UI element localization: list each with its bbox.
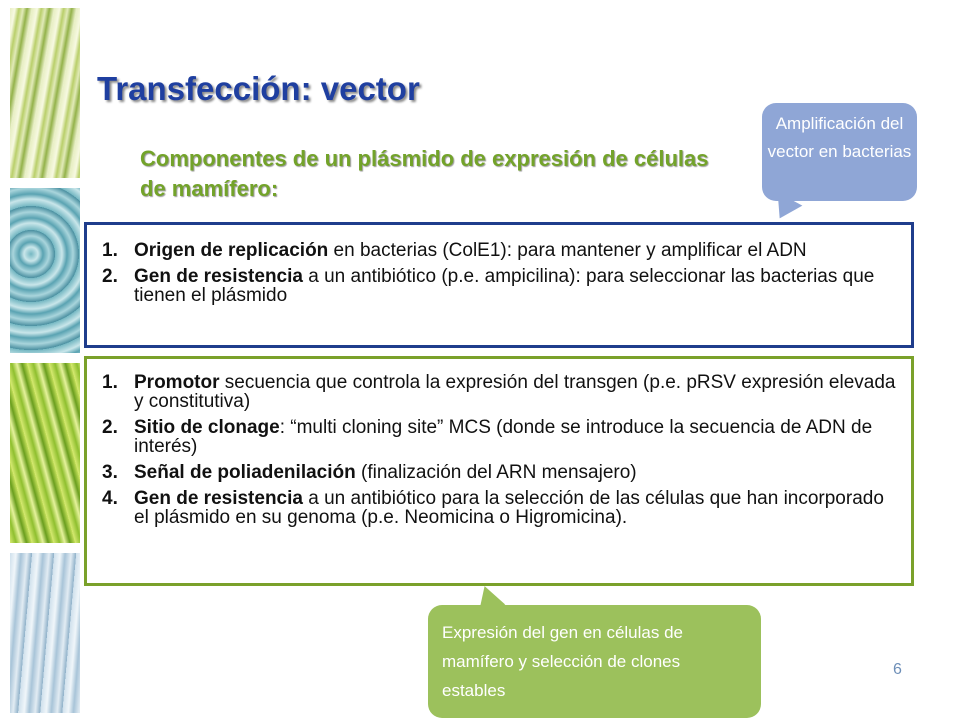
- item-number: 2.: [102, 266, 118, 287]
- list-item: [87, 241, 901, 260]
- mammal-components-box: [84, 356, 914, 586]
- callout-bacteria-amplification: Amplificación del vector en bacterias: [762, 103, 917, 201]
- item-number: 3.: [102, 462, 118, 483]
- decorative-strip-green: [10, 363, 80, 543]
- list-item: [87, 418, 901, 456]
- callout-mammal-expression: Expresión del gen en células de mamífero y selección de clones estables: [428, 605, 761, 718]
- item-description: a un antibiótico (p.e. ampicilina): para seleccionar las bacterias que tienen el plásmido: [134, 266, 875, 306]
- item-term: Promotor: [134, 372, 220, 393]
- item-number: 2.: [102, 417, 118, 438]
- decorative-strip-blue: [10, 188, 80, 353]
- list-item: [87, 267, 901, 305]
- list-item: [87, 489, 901, 527]
- item-term: Origen de replicación: [134, 240, 329, 261]
- item-number: 1.: [102, 240, 118, 261]
- item-term: Gen de resistencia: [134, 488, 303, 509]
- item-term: Gen de resistencia: [134, 266, 303, 287]
- item-description: en bacterias (ColE1): para mantener y amplificar el ADN: [328, 240, 807, 261]
- list-item: [87, 373, 901, 411]
- list-item: [87, 463, 901, 482]
- page-number: 6: [893, 661, 902, 678]
- bacteria-components-list: [87, 225, 911, 305]
- slide-title: Transfección: vector: [97, 70, 420, 107]
- item-term: Señal de poliadenilación: [134, 462, 356, 483]
- item-description: : “multi cloning site” MCS (donde se introduce la secuencia de ADN de interés): [134, 417, 873, 457]
- bacteria-components-box: [84, 222, 914, 348]
- item-number: 4.: [102, 488, 118, 509]
- mammal-components-list: [87, 359, 911, 527]
- slide-subtitle: Componentes de un plásmido de expresión de células de mamífero:: [140, 146, 709, 201]
- decorative-strip-top: [10, 8, 80, 178]
- item-number: 1.: [102, 372, 118, 393]
- decorative-strip-bottom: [10, 553, 80, 713]
- item-description: (finalización del ARN mensajero): [355, 462, 637, 483]
- item-description: a un antibiótico para la selección de las células que han incorporado el plásmido en su genoma (p.e. Neomicina o Higromicina).: [134, 488, 884, 528]
- item-term: Sitio de clonage: [134, 417, 280, 438]
- item-description: secuencia que controla la expresión del transgen (p.e. pRSV expresión elevada y constitutiva): [134, 372, 896, 412]
